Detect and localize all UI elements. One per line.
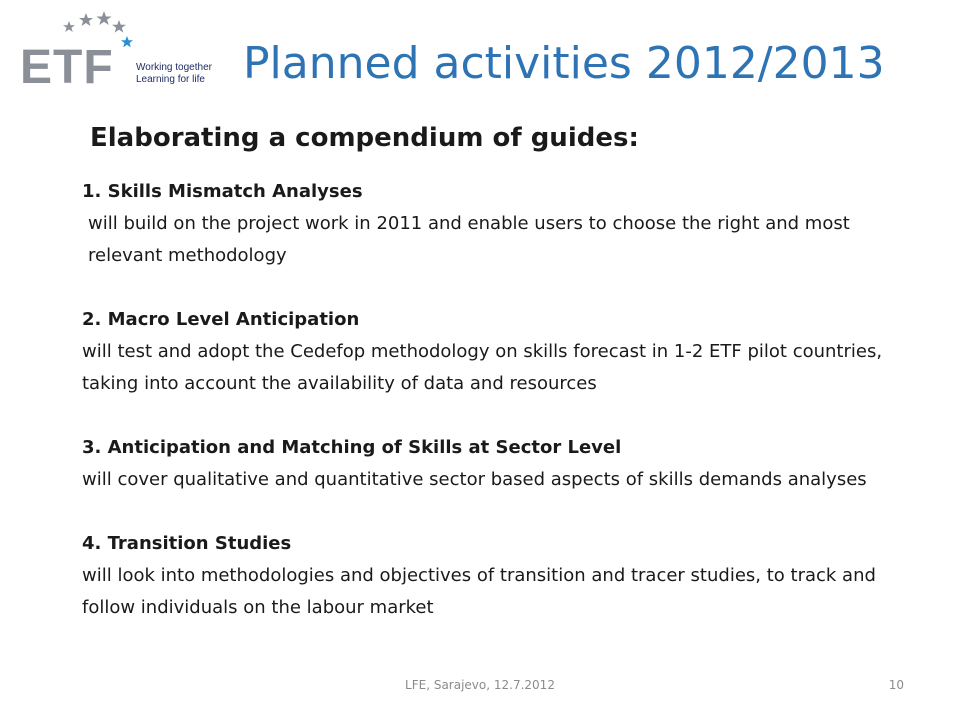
slide-title: Planned activities 2012/2013 bbox=[243, 38, 885, 89]
guides-list bbox=[82, 176, 922, 624]
guide-item bbox=[82, 528, 922, 624]
guide-item bbox=[82, 176, 922, 272]
logo-tagline bbox=[136, 62, 212, 86]
slide-subtitle: Elaborating a compendium of guides: bbox=[90, 123, 639, 153]
logo-star-icon bbox=[97, 11, 112, 25]
logo-tagline-line2: Learning for life bbox=[136, 74, 205, 85]
guide-item-heading: 1. Skills Mismatch Analyses bbox=[82, 181, 363, 202]
guide-item-description: will build on the project work in 2011 and enable users to choose the right and most relevant methodology bbox=[88, 213, 850, 266]
guide-item-heading: 2. Macro Level Anticipation bbox=[82, 309, 360, 330]
logo-accent-star-icon bbox=[121, 36, 133, 47]
logo-tagline-line1: Working together bbox=[136, 62, 212, 73]
logo-star-icon bbox=[112, 20, 126, 33]
guide-item-heading: 3. Anticipation and Matching of Skills at Sector Level bbox=[82, 437, 622, 458]
etf-logo bbox=[18, 8, 218, 92]
slide-page-number: 10 bbox=[888, 678, 904, 692]
guide-item-description: will cover qualitative and quantitative sector based aspects of skills demands analyses bbox=[82, 469, 867, 490]
guide-item-description: will test and adopt the Cedefop methodology on skills forecast in 1-2 ETF pilot countries, taking into account the availability of data and resources bbox=[82, 341, 883, 394]
logo-wordmark: ETF bbox=[20, 41, 114, 92]
guide-item-description: will look into methodologies and objectives of transition and tracer studies, to track and follow individuals on the labour market bbox=[82, 565, 876, 618]
footer-event-date: LFE, Sarajevo, 12.7.2012 bbox=[405, 678, 555, 692]
guide-item-heading: 4. Transition Studies bbox=[82, 533, 292, 554]
guide-item bbox=[82, 432, 922, 496]
guide-item bbox=[82, 304, 922, 400]
logo-star-icon bbox=[79, 13, 93, 26]
logo-star-icon bbox=[63, 21, 75, 32]
